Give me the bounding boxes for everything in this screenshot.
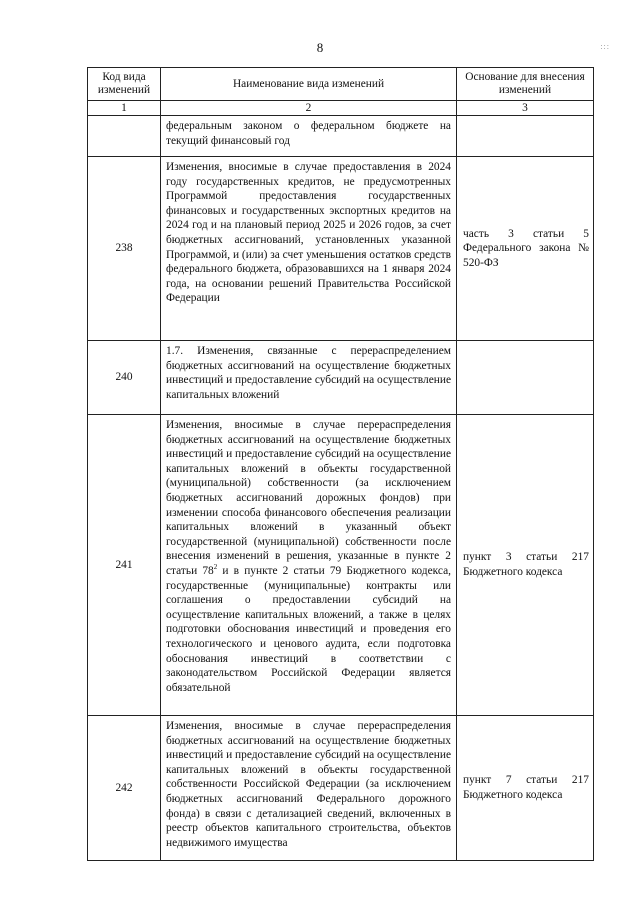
table-row-242 [88,716,594,861]
table-row-238 [88,157,594,341]
page-number: 8 [316,40,324,55]
row-basis: пункт 3 статьи 217 Бюджетного кодекса [457,415,594,716]
row-description: Изменения, вносимые в случае перераспределения бюджетных ассигнований на осуществление бюджетных инвестиций и предоставление субсидий на осуществление капитальных вложений в объекты государственной собственности Российской Федерации (за исключением бюджетных ассигнований Федерального дорожного фонда) в связи с детализацией сведений, включенных в реестр объектов капитального строительства, объектов недвижимого имущества [161,716,457,861]
row-description: 1.7. Изменения, связанные с перераспределением бюджетных ассигнований на осуществление бюджетных инвестиций и предоставление субсидий на осуществление капитальных вложений [161,341,457,415]
header-code: Код вида изменений [88,68,161,101]
row-code: 240 [88,341,161,415]
column-number-1: 1 [88,101,161,116]
row-code: 241 [88,415,161,716]
column-number-2: 2 [161,101,457,116]
row-description-part-a: Изменения, вносимые в случае перераспределения бюджетных ассигнований на осуществление бюджетных инвестиций и предоставление субсидий на осуществление капитальных вложений в объекты государственной (муниципальной) собственности (за исключением бюджетных ассигнований дорожных фондов) при изменении способа финансового обеспечения реализации капитальных вложений в указанный объект государственной (муниципальной) собственности после внесения изменений в решения, указанные в пункте 2 статьи 78 [166,419,451,577]
header-basis: Основание для внесения изменений [457,68,594,101]
column-number-3: 3 [457,101,594,116]
table-row-continuation [88,116,594,157]
row-code: 242 [88,716,161,861]
header-name: Наименование вида изменений [161,68,457,101]
column-number-row [88,101,594,116]
row-description-part-b: и в пункте 2 статьи 79 Бюджетного кодекса, государственные (муниципальные) контракты или соглашения о предоставлении субсидий на осуществление капитальных вложений, а также в целях подготовки обоснования инвестиций и проведения его технологического и ценового аудита, если подготовка обоснования инвестиций в соответствии с законодательством Российской Федерации является обязательной [166,564,451,694]
changes-table [87,67,594,861]
row-code: 238 [88,157,161,341]
table-row-241 [88,415,594,716]
row-basis [457,116,594,157]
table-row-240 [88,341,594,415]
row-code [88,116,161,157]
table-header-row [88,68,594,101]
corner-mark: ::: [600,42,610,51]
row-basis: часть 3 статьи 5 Федерального закона № 520-ФЗ [457,157,594,341]
superscript: 2 [213,563,218,572]
row-basis [457,341,594,415]
row-basis: пункт 7 статьи 217 Бюджетного кодекса [457,716,594,861]
row-description: Изменения, вносимые в случае предоставления в 2024 году государственных кредитов, не предусмотренных Программой предоставления государственных финансовых и государственных экспортных кредитов на 2024 год и на плановый период 2025 и 2026 годов, за счет бюджетных ассигнований, установленных указанной Программой, и (или) за счет уменьшения остатков средств федерального бюджета, образовавшихся на 1 января 2024 года, на основании решений Правительства Российской Федерации [161,157,457,341]
row-description: федеральным законом о федеральном бюджете на текущий финансовый год [161,116,457,157]
row-description [161,415,457,716]
